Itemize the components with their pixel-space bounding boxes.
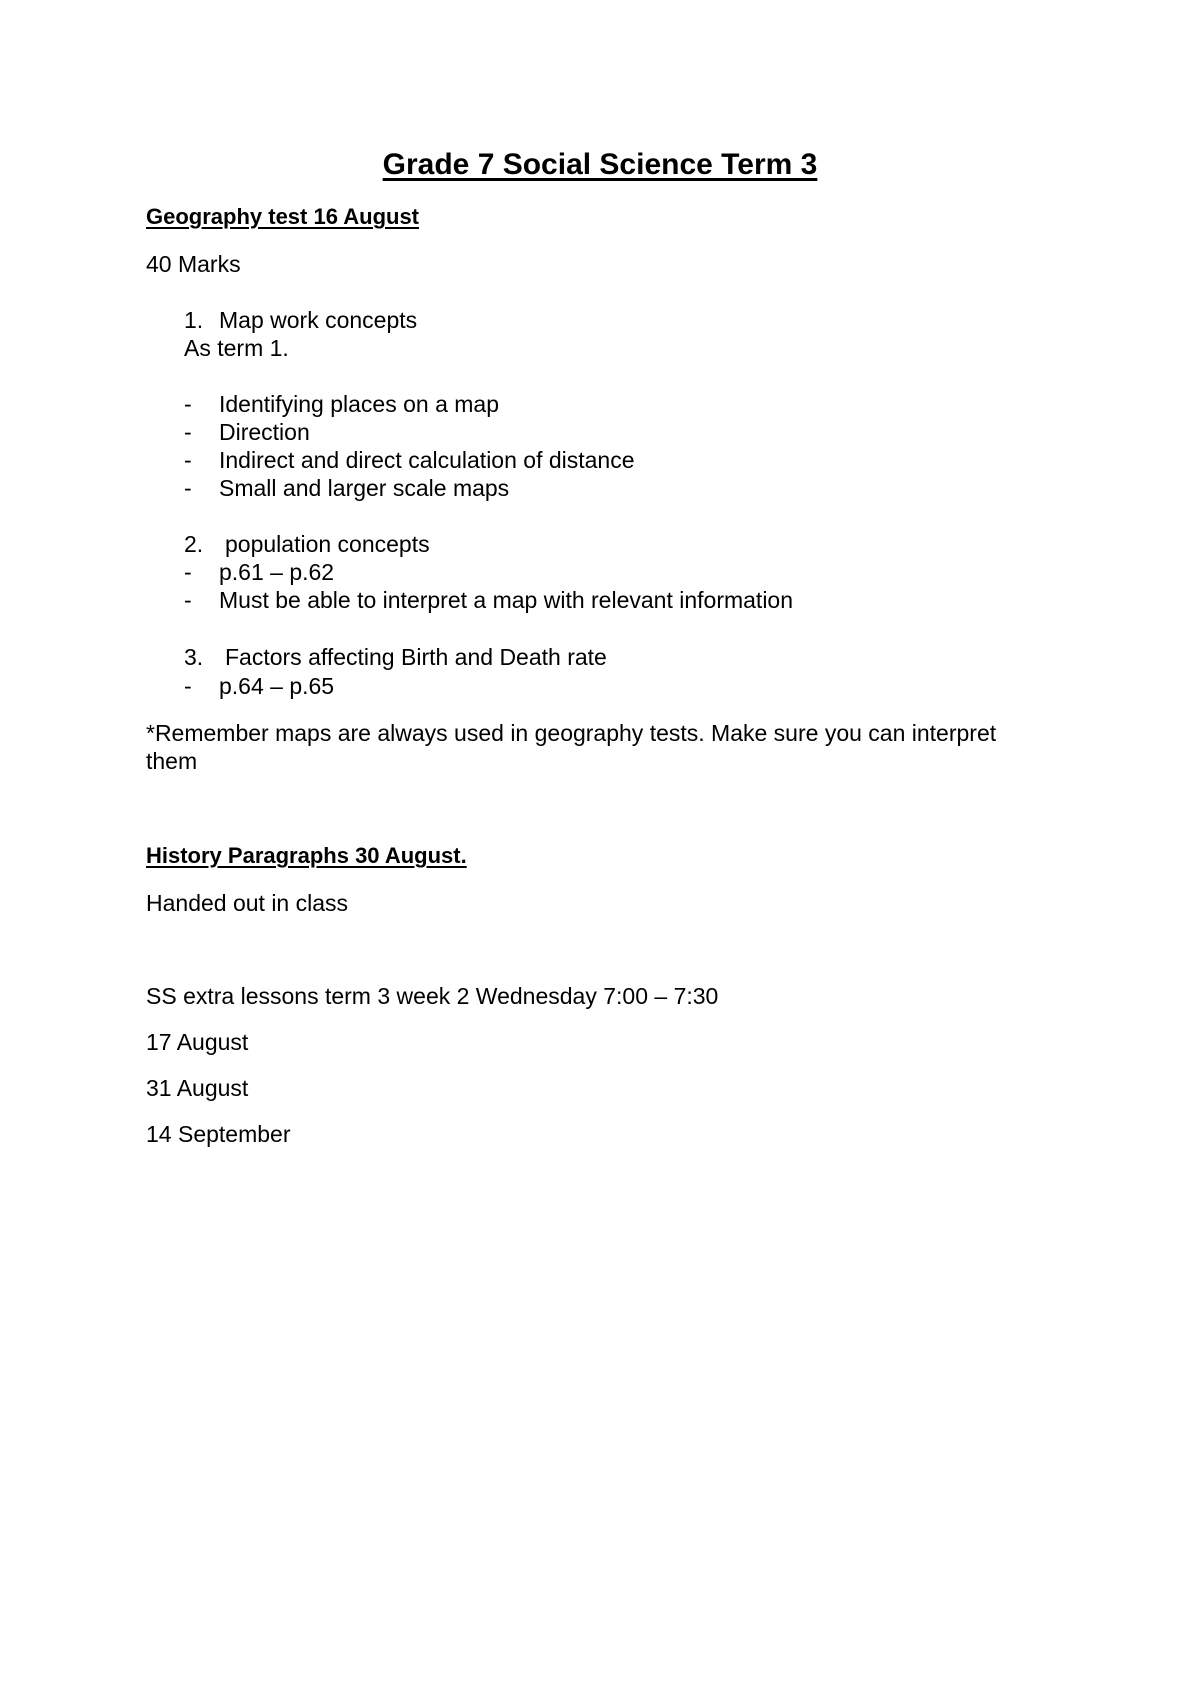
bullet-dash: - [184, 419, 192, 445]
bullet-dash: - [184, 447, 192, 473]
marks-text: 40 Marks [146, 251, 241, 277]
list-item: Small and larger scale maps [219, 475, 510, 501]
bullet-dash: - [184, 559, 192, 585]
section2-number: 2. [184, 531, 204, 557]
section1-subtitle: As term 1. [184, 335, 289, 361]
bullet-dash: - [184, 587, 192, 613]
geography-note-line2: them [146, 748, 198, 774]
history-heading: History Paragraphs 30 August. [146, 843, 467, 868]
extra-lesson-date: 31 August [146, 1075, 249, 1101]
list-item: Direction [219, 419, 310, 445]
list-item: p.64 – p.65 [219, 673, 335, 699]
section3-title: Factors affecting Birth and Death rate [225, 644, 607, 670]
list-item: p.61 – p.62 [219, 559, 335, 585]
history-text: Handed out in class [146, 890, 349, 916]
bullet-dash: - [184, 475, 192, 501]
list-item: Indirect and direct calculation of distance [219, 447, 635, 473]
section2-title: population concepts [225, 531, 430, 557]
bullet-dash: - [184, 673, 192, 699]
bullet-dash: - [184, 391, 192, 417]
page-title: Grade 7 Social Science Term 3 [382, 148, 818, 181]
geography-note-line1: *Remember maps are always used in geography tests. Make sure you can interpret [146, 720, 997, 746]
extra-lessons-text: SS extra lessons term 3 week 2 Wednesday 7:00 – 7:30 [146, 983, 719, 1009]
section3-number: 3. [184, 644, 204, 670]
list-item: Identifying places on a map [219, 391, 500, 417]
section1-number: 1. [184, 307, 204, 333]
section1-title: Map work concepts [219, 307, 418, 333]
extra-lesson-date: 17 August [146, 1029, 249, 1055]
list-item: Must be able to interpret a map with relevant information [219, 587, 794, 613]
extra-lesson-date: 14 September [146, 1121, 291, 1147]
geography-heading: Geography test 16 August [146, 204, 420, 229]
